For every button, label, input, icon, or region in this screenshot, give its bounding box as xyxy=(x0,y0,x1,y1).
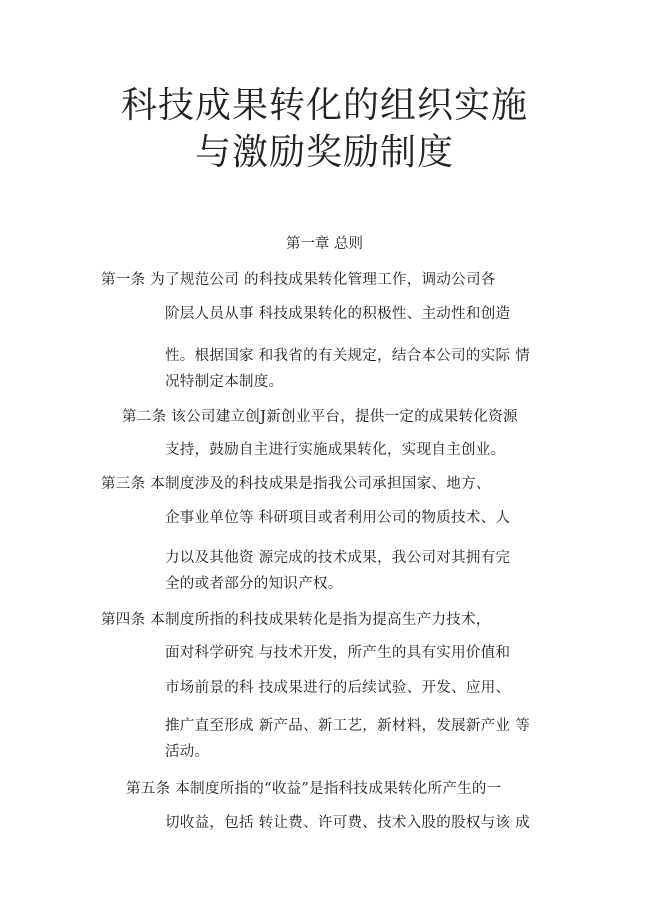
article-1-line-3: 性。根据国家 和我省的有关规定，结合本公司的实际 情 xyxy=(165,348,531,364)
article-5-line-1: 第五条 本制度所指的“收益”是指科技成果转化所产生的一 xyxy=(126,781,502,797)
article-1-line-2: 阶层人员从事 科技成果转化的积极性、主动性和创造 xyxy=(165,306,511,322)
document-title-line-2: 与激励奖励制度 xyxy=(194,132,454,173)
article-4-line-5: 活动。 xyxy=(165,744,210,760)
article-3-line-2: 企事业单位等 科研项目或者利用公司的物质技术、人 xyxy=(165,510,511,526)
article-4-line-3: 市场前景的科 技成果进行的后续试验、开发、应用、 xyxy=(165,680,511,696)
article-3-line-3: 力以及其他资 源完成的技术成果，我公司对其拥有完 xyxy=(165,550,511,566)
article-1-line-4: 况特制定本制度。 xyxy=(165,374,284,390)
article-4-line-2: 面对科学研究 与技术开发，所产生的具有实用价值和 xyxy=(165,645,511,661)
article-3-line-4: 全的或者部分的知识产权。 xyxy=(165,576,343,592)
article-4-line-1: 第四条 本制度所指的科技成果转化是指为提高生产力技术， xyxy=(101,612,491,628)
article-2-line-2: 支持，鼓励自主进行实施成果转化，实现自主创业。 xyxy=(165,442,506,458)
article-4-line-4: 推广直至形成 新产品、新工艺，新材料，发展新产业 等 xyxy=(165,718,531,734)
article-1-line-1: 第一条 为了规范公司 的科技成果转化管理工作，调动公司各 xyxy=(101,272,496,288)
article-3-line-1: 第三条 本制度涉及的科技成果是指我公司承担国家、地方、 xyxy=(101,476,491,492)
article-5-line-2: 切收益，包括 转让费、许可费、技术入股的股权与该 成 xyxy=(165,815,531,831)
chapter-heading: 第一章 总则 xyxy=(285,236,364,252)
document-title-line-1: 科技成果转化的组织实施 xyxy=(120,85,528,126)
article-2-line-1: 第二条 该公司建立创J新创业平台，提供一定的成果转化资源 xyxy=(122,409,518,425)
